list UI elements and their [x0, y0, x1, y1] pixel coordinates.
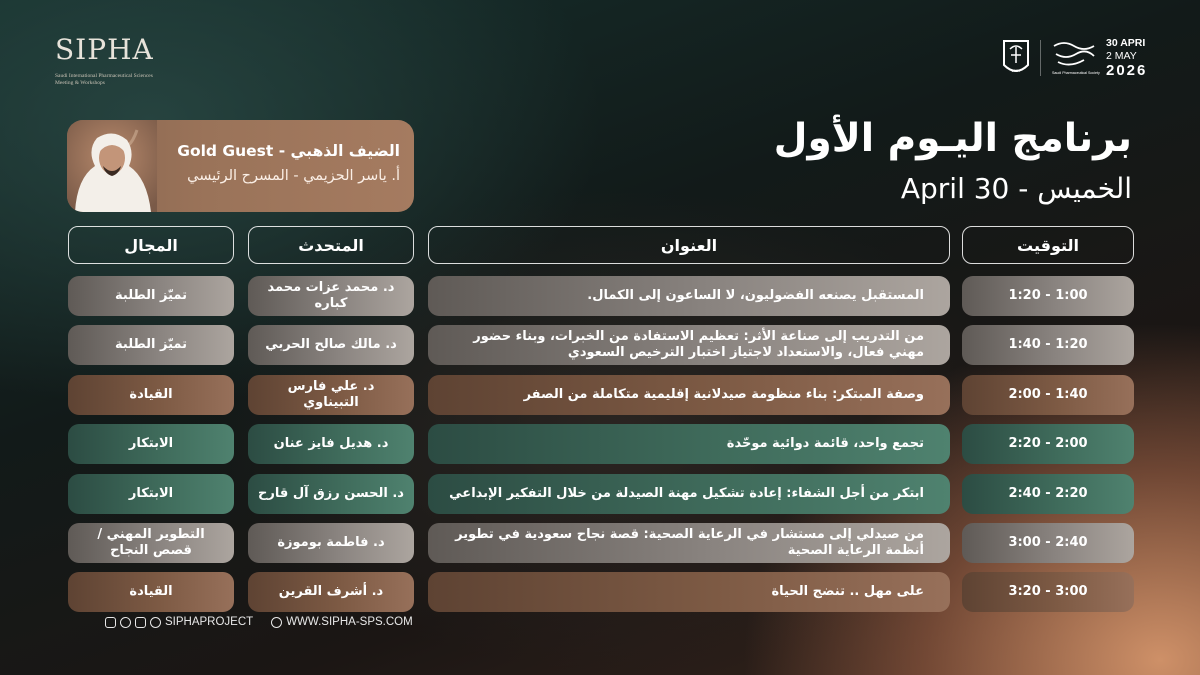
- snapchat-icon: [150, 617, 161, 628]
- guest-title: الضيف الذهبي - Gold Guest: [177, 142, 400, 160]
- row-title: وصفة المبتكر: بناء منظومة صيدلانية إقليمية متكاملة من الصفر: [428, 375, 950, 415]
- instagram-icon: [120, 617, 131, 628]
- event-date-year: 2026: [1106, 62, 1148, 79]
- row-time: 2:20 - 2:40: [962, 474, 1134, 514]
- row-title: تجمع واحد، قائمة دوائية موحّدة: [428, 424, 950, 464]
- row-speaker: د. هديل فايز عنان: [248, 424, 414, 464]
- row-field: القيادة: [68, 572, 234, 612]
- row-title: من صيدلي إلى مستشار في الرعاية الصحية: قصة نجاح سعودية في تطوير أنظمة الرعاية الصحية: [428, 523, 950, 563]
- row-time: 2:00 - 2:20: [962, 424, 1134, 464]
- guest-subtitle: أ. ياسر الحزيمي - المسرح الرئيسي: [187, 168, 400, 184]
- row-field: القيادة: [68, 375, 234, 415]
- row-speaker: د. مالك صالح الحربي: [248, 325, 414, 365]
- row-time: 1:20 - 1:40: [962, 325, 1134, 365]
- event-date-badge: [1106, 37, 1156, 79]
- ksu-logo: [1002, 37, 1030, 77]
- header-title: العنوان: [428, 226, 950, 264]
- row-title: من التدريب إلى صناعة الأثر: تعظيم الاستفادة من الخبرات، وبناء حضور مهني فعال، والاستعداد لاجتياز اختبار الترخيص السعودي: [428, 325, 950, 365]
- gold-guest-card: [67, 120, 414, 212]
- row-time: 2:40 - 3:00: [962, 523, 1134, 563]
- guest-photo: [67, 120, 157, 212]
- row-speaker: د. علي فارس التبيناوي: [248, 375, 414, 415]
- day-date: الخميس - April 30: [900, 172, 1132, 205]
- row-field: تميّز الطلبة: [68, 325, 234, 365]
- row-speaker: د. محمد عزات محمد كباره: [248, 276, 414, 316]
- page-title: برنامج اليـوم الأول: [773, 116, 1132, 161]
- linkedin-icon: [135, 617, 146, 628]
- header-time: التوقيت: [962, 226, 1134, 264]
- row-field: الابتكار: [68, 474, 234, 514]
- row-speaker: د. فاطمة بوموزة: [248, 523, 414, 563]
- row-speaker: د. أشرف القرين: [248, 572, 414, 612]
- header-speaker: المتحدث: [248, 226, 414, 264]
- social-handle[interactable]: SIPHAPROJECT: [165, 616, 254, 628]
- sipha-logo: [55, 33, 155, 88]
- row-title: المستقبل يصنعه الفضوليون، لا الساعون إلى الكمال.: [428, 276, 950, 316]
- ksu-logo-year: 1957: [1011, 68, 1021, 73]
- sps-logo-text: Saudi Pharmaceutical Society: [1052, 71, 1100, 75]
- sipha-logo-tagline: Saudi International Pharmaceutical Sciences: [55, 73, 153, 79]
- footer: [105, 614, 413, 630]
- row-field: تميّز الطلبة: [68, 276, 234, 316]
- row-field: الابتكار: [68, 424, 234, 464]
- row-title: ابتكر من أجل الشفاء: إعادة تشكيل مهنة الصيدلة من خلال التفكير الإبداعي: [428, 474, 950, 514]
- event-date-line2: 2 MAY: [1106, 50, 1137, 62]
- row-field: التطوير المهني / قصص النجاح: [68, 523, 234, 563]
- x-icon: [105, 617, 116, 628]
- globe-icon: [271, 617, 282, 628]
- sipha-logo-text: SIPHA: [55, 33, 154, 66]
- logo-divider: [1040, 40, 1041, 76]
- website-link[interactable]: WWW.SIPHA-SPS.COM: [286, 616, 413, 628]
- header-field: المجال: [68, 226, 234, 264]
- sipha-logo-tagline-2: Meeting & Workshops: [55, 79, 105, 86]
- row-speaker: د. الحسن رزق آل قارح: [248, 474, 414, 514]
- sps-logo: [1048, 38, 1100, 78]
- row-time: 3:00 - 3:20: [962, 572, 1134, 612]
- event-date-line1: 30 APRI: [1106, 37, 1146, 49]
- row-title: على مهل .. تنضج الحياة: [428, 572, 950, 612]
- row-time: 1:00 - 1:20: [962, 276, 1134, 316]
- row-time: 1:40 - 2:00: [962, 375, 1134, 415]
